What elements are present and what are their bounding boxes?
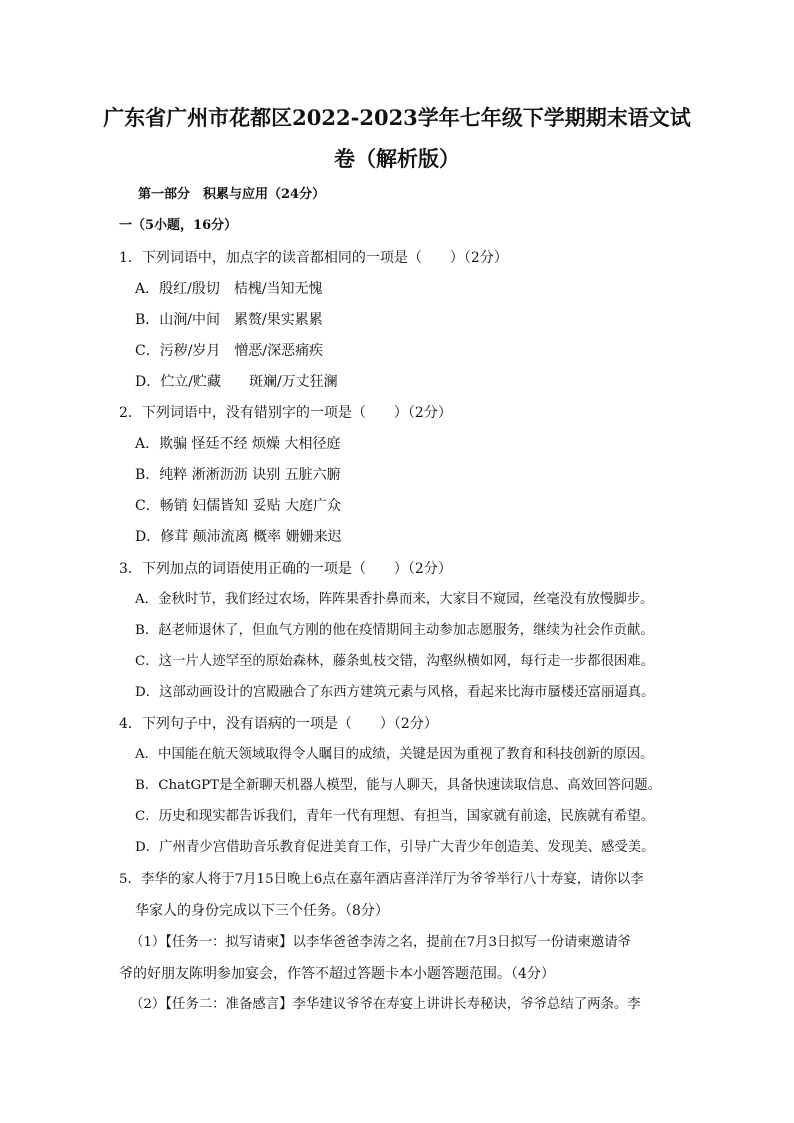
question-3-option-d: D．这部动画设计的宫殿融合了东西方建筑元素与风格，看起来比海市蜃楼还富丽逼真。 <box>135 685 655 700</box>
question-1-option-a: A．殷红/殷切 桔槐/当知无愧 <box>135 281 323 297</box>
question-4-option-a: A．中国能在航天领域取得令人瞩目的成绩，关键是因为重视了教育和科技创新的原因。 <box>135 747 654 762</box>
question-3-option-c: C．这一片人迹罕至的原始森林，藤条虬枝交错，沟壑纵横如网，每行走一步都很困难。 <box>135 654 655 669</box>
question-4-option-c: C．历史和现实都告诉我们，青年一代有理想、有担当，国家就有前途，民族就有希望。 <box>135 809 655 824</box>
section-part-heading: 第一部分 积累与应用（24分） <box>138 187 326 202</box>
question-1-option-d: D．伫立/贮藏 斑斓/万丈狂澜 <box>135 374 338 390</box>
question-4-stem: 4．下列句子中，没有语病的一项是（ ）（2分） <box>119 716 438 732</box>
question-3-option-a: A．金秋时节，我们经过农场，阵阵果香扑鼻而来，大家目不窥园，丝毫没有放慢脚步。 <box>135 592 654 607</box>
question-3-stem: 3．下列加点的词语使用正确的一项是（ ）（2分） <box>119 561 452 577</box>
question-2-stem: 2．下列词语中，没有错别字的一项是（ ）（2分） <box>119 405 452 421</box>
question-1-option-c: C．污秽/岁月 憎恶/深恶痛疾 <box>135 343 324 359</box>
question-5-stem-line-1: 5．李华的家人将于7月15日晚上6点在嘉年酒店喜洋洋厅为爷爷举行八十寿宴，请你以李 <box>119 872 644 887</box>
section-one-heading: 一（5小题，16分） <box>119 218 238 233</box>
question-2-option-b: B．纯粹 淅淅沥沥 诀别 五脏六腑 <box>135 467 341 483</box>
question-5-task-1-line-1: （1）【任务一：拟写请柬】以李华爸爸李涛之名，提前在7月3日拟写一份请柬邀请爷 <box>130 935 631 950</box>
question-5-task-2-line-1: （2）【任务二：准备感言】李华建议爷爷在寿宴上讲讲长寿秘诀，爷爷总结了两条。李 <box>130 997 641 1012</box>
question-3-option-b: B．赵老师退休了，但血气方刚的他在疫情期间主动参加志愿服务，继续为社会作贡献。 <box>135 623 654 638</box>
question-4-option-b: B．ChatGPT是全新聊天机器人模型，能与人聊天，具备快速读取信息、高效回答问题。 <box>135 778 661 793</box>
question-2-option-d: D．修茸 颠沛流离 概率 姗姗来迟 <box>135 529 342 545</box>
document-title-line-1: 广东省广州市花都区2022-2023学年七年级下学期期末语文试 <box>103 105 691 130</box>
document-title-line-2: 卷（解析版） <box>334 146 460 171</box>
question-1-option-b: B．山涧/中间 累赘/果实累累 <box>135 312 323 328</box>
question-2-option-a: A．欺骗 怪廷不经 烦燥 大相径庭 <box>135 436 341 452</box>
question-4-option-d: D．广州青少宫借助音乐教育促进美育工作，引导广大青少年创造美、发现美、感受美。 <box>135 840 655 855</box>
question-2-option-c: C．畅销 妇儒皆知 妥贴 大庭广众 <box>135 498 342 514</box>
question-5-task-1-line-2: 爷的好朋友陈明参加宴会，作答不超过答题卡本小题答题范围。（4分） <box>119 966 555 982</box>
question-1-stem: 1．下列词语中，加点字的读音都相同的一项是（ ）（2分） <box>119 250 508 266</box>
question-5-stem-line-2: 华家人的身份完成以下三个任务。（8分） <box>135 903 389 919</box>
